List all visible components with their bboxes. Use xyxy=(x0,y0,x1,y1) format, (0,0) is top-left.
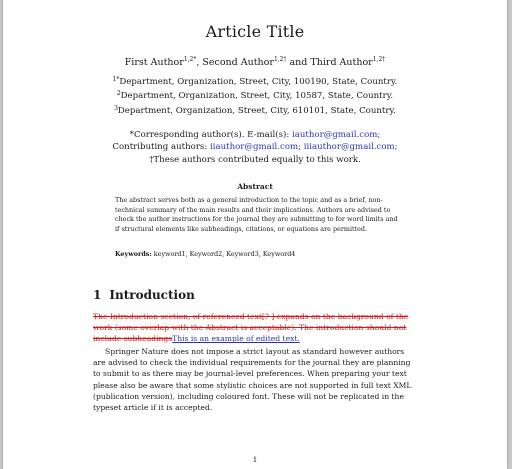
equal-contribution-note: †These authors contributed equally to this work. xyxy=(149,154,361,165)
page-number: 1 xyxy=(252,455,258,464)
section-number: 1 xyxy=(93,288,102,302)
keywords-label: Keywords: xyxy=(115,250,152,258)
affiliation-line xyxy=(3,88,507,102)
affiliation-mark: 1* xyxy=(112,76,120,83)
inserted-text: This is an example of edited text. xyxy=(172,334,300,344)
contributing-email-link[interactable]: iiiauthor@gmail.com; xyxy=(303,142,398,153)
affiliation-mark: 3 xyxy=(114,104,118,112)
section-title: Introduction xyxy=(109,288,195,302)
author-list xyxy=(3,56,507,68)
contributing-line xyxy=(3,141,507,153)
author-marks: 1,2† xyxy=(372,56,386,63)
affiliation-text: Department, Organization, Street, City, 100190, State, Country. xyxy=(119,77,398,87)
tracked-change-paragraph xyxy=(93,311,417,345)
author-separator: and xyxy=(286,57,311,68)
author-name: First Author xyxy=(124,57,184,68)
corresponding-email-link[interactable]: iauthor@gmail.com; xyxy=(292,130,381,140)
body-paragraph: Springer Nature does not impose a strict layout as standard however authors are advised to check the individual requirements for the journal they are planning to submit to as there may be journal-level preferences. When preparing your text please also be aware that some stylistic choices are not supported in full text XML (publication version), including coloured font. These will not be replicated in the typeset article if it is accepted. xyxy=(93,347,412,413)
article-title: Article Title xyxy=(205,22,305,41)
affiliation-mark: 2 xyxy=(116,90,121,98)
keywords-list: keyword1, Keyword2, Keyword3, Keyword4 xyxy=(153,250,296,258)
keywords-line xyxy=(115,250,399,258)
affiliation-list xyxy=(3,74,507,117)
affiliation-line xyxy=(3,103,507,117)
document-page xyxy=(3,0,507,469)
author-separator: , xyxy=(196,57,203,68)
contact-block xyxy=(3,129,507,166)
section-heading xyxy=(93,288,195,302)
abstract-body: The abstract serves both as a general introduction to the topic and as a brief, non-technical summary of the main results and their implications. Authors are advised to check the author instructions for the journal they are submitting to for word limits and if structural elements like subheadings, citations, or equations are permitted. xyxy=(115,196,398,233)
contributing-label: Contributing authors: xyxy=(112,142,210,153)
author-marks: 1,2* xyxy=(183,56,197,63)
affiliation-text: Department, Organization, Street, City, 610101, State, Country. xyxy=(117,105,396,116)
author-name: Third Author xyxy=(310,57,373,68)
affiliation-line xyxy=(3,74,507,88)
author-marks: 1,2† xyxy=(273,56,287,63)
corresponding-label: *Corresponding author(s). E-mail(s): xyxy=(129,130,293,140)
abstract-heading: Abstract xyxy=(237,182,273,191)
corresponding-line xyxy=(3,129,507,141)
deleted-text: The Introduction section, of referenced text[? ] expands on the background of the work (some overlap with the Abstract is acceptable). The introduction should not include subheadings xyxy=(93,312,409,344)
affiliation-text: Department, Organization, Street, City, 10587, State, Country. xyxy=(120,91,394,102)
author-name: Second Author xyxy=(202,57,274,68)
contributing-email-link[interactable]: iiauthor@gmail.com; xyxy=(209,142,302,153)
